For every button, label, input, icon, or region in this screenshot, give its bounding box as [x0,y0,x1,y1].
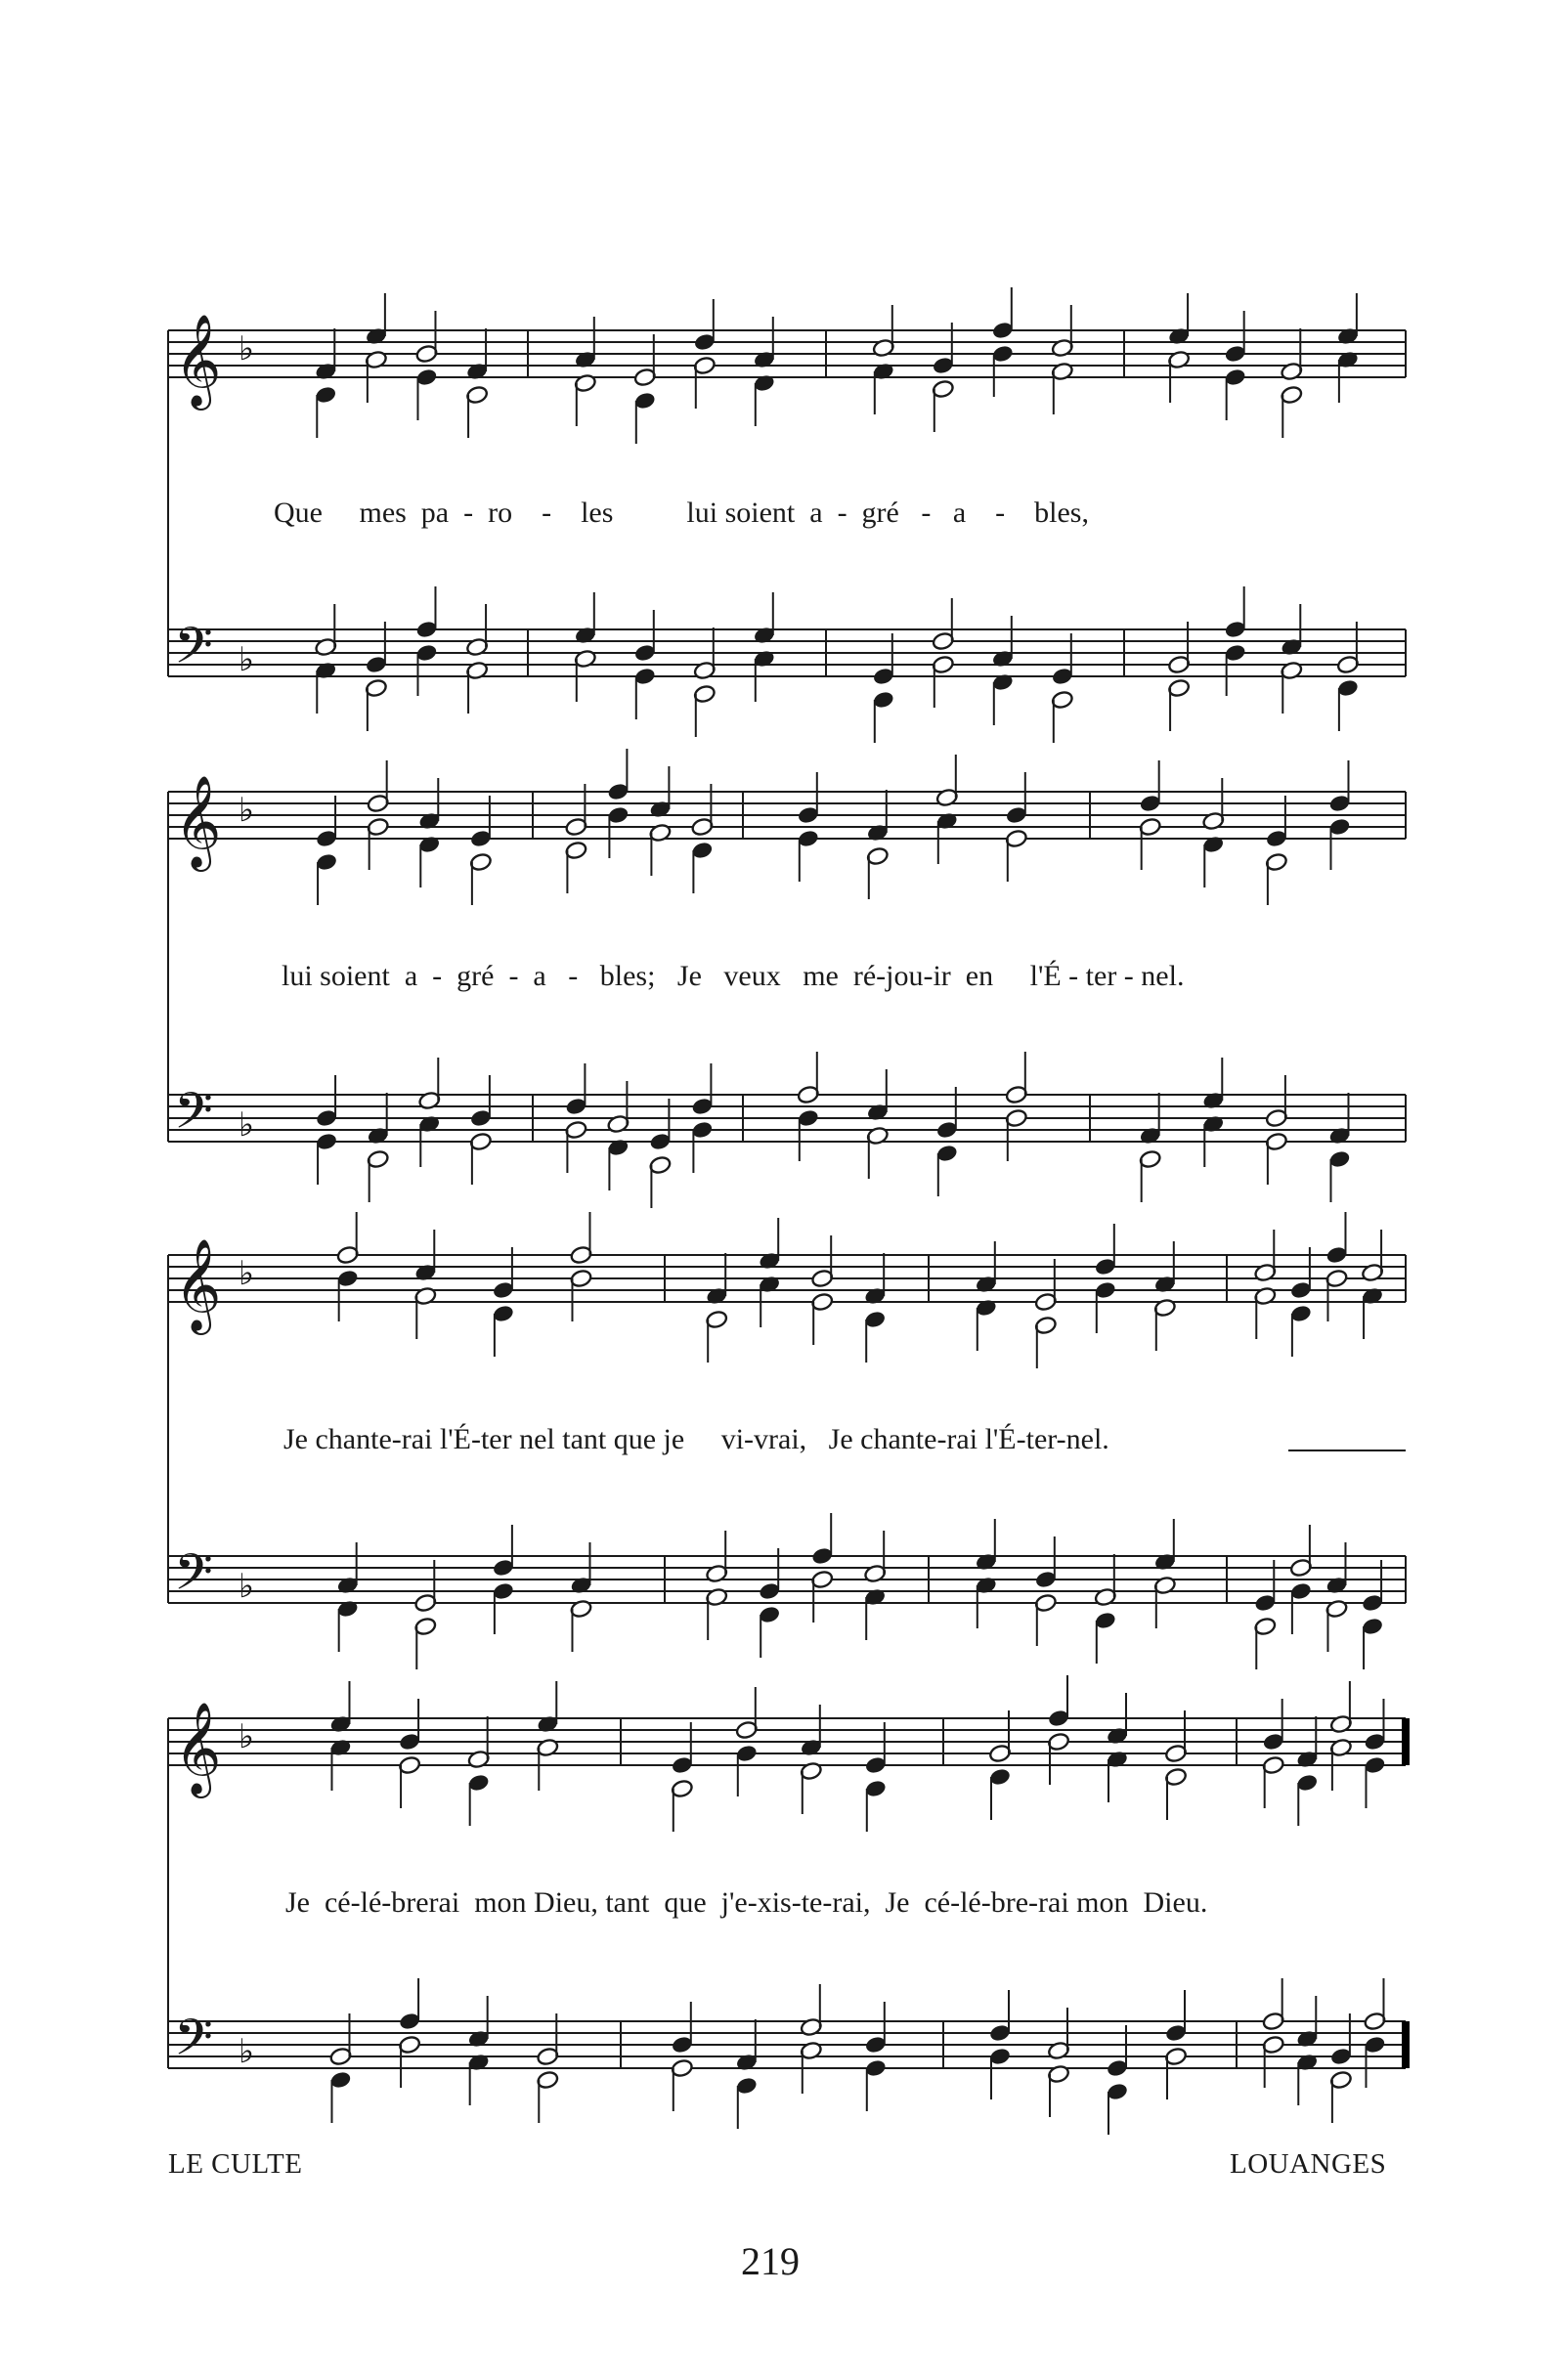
treble-final-barline [1402,1718,1410,1765]
treble-clef-icon: 𝄞 [174,1238,222,1331]
lyric-line-2: lui soient a - gré - a - bles; Je veux me ré-jou-ir en l'É - ter - nel. [282,960,1185,992]
flat-icon: ♭ [239,1567,255,1606]
lyric-extender [1288,1450,1406,1451]
treble-clef-icon: 𝄞 [174,1702,222,1795]
bass-clef-icon: 𝄢 [174,616,213,687]
bass-final-barline [1402,2021,1410,2068]
footer-section-right: LOUANGES [1230,2148,1387,2180]
bass-clef-icon: 𝄢 [174,2008,213,2079]
footer-section-left: LE CULTE [168,2148,303,2180]
flat-icon: ♭ [239,2032,255,2071]
lyric-line-4: Je cé-lé-brerai mon Dieu, tant que j'e-xis-te-rai, Je cé-lé-bre-rai mon Dieu. [285,1886,1208,1919]
flat-icon: ♭ [239,640,255,679]
lyric-line-1: Que mes pa - ro - les lui soient a - gré - a - bles, [274,497,1089,529]
bass-clef-icon: 𝄢 [174,1081,213,1152]
bass-clef-icon: 𝄢 [174,1542,213,1614]
flat-icon: ♭ [239,329,255,368]
flat-icon: ♭ [239,1105,255,1145]
flat-icon: ♭ [239,1717,255,1756]
treble-clef-icon: 𝄞 [174,775,222,868]
lyric-line-3: Je chante-rai l'É-ter nel tant que je vi-vrai, Je chante-rai l'É-ter-nel. [283,1423,1109,1455]
flat-icon: ♭ [239,1254,255,1293]
treble-clef-icon: 𝄞 [174,314,222,407]
page-number: 219 [741,2239,800,2283]
flat-icon: ♭ [239,791,255,830]
